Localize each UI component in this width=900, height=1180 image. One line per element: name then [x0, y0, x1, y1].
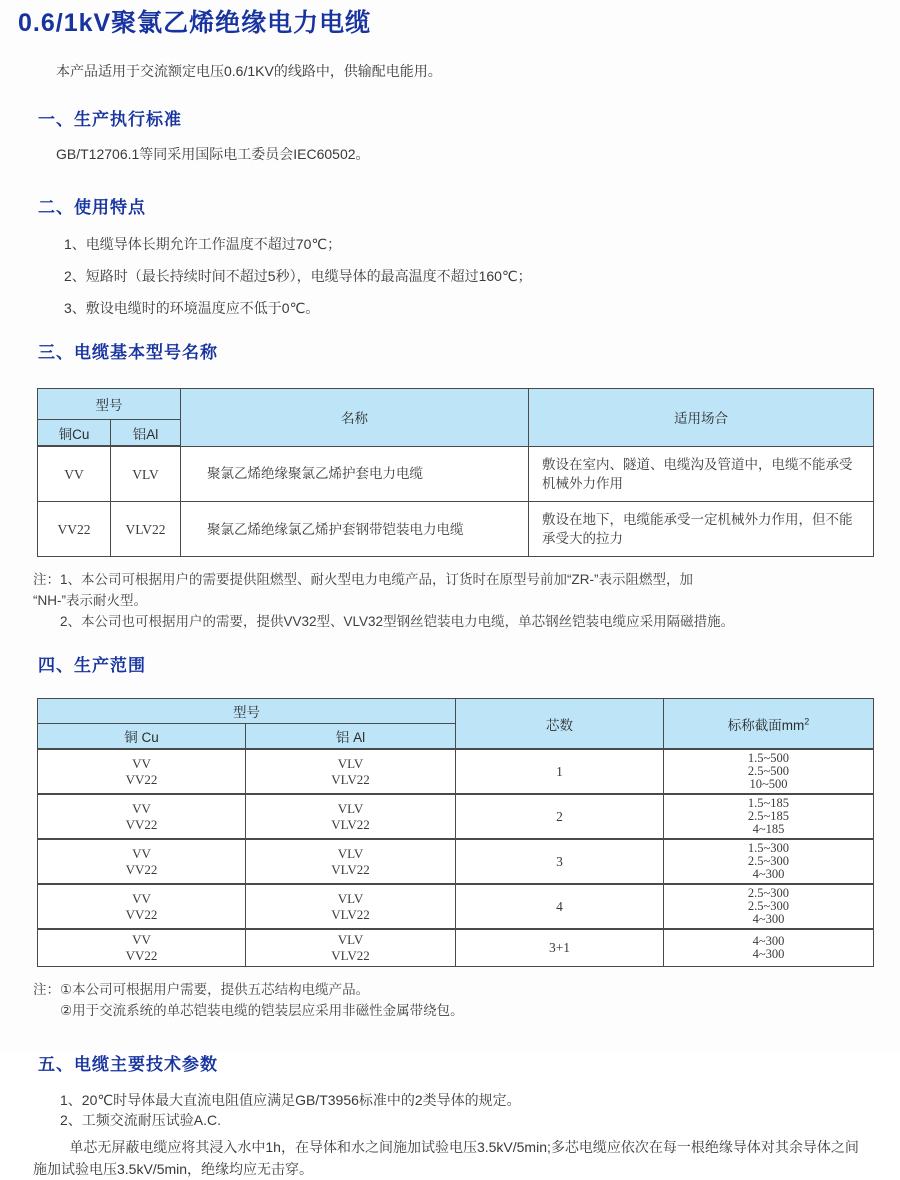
feature-item: 3、敷设电缆时的环境温度应不低于0℃。: [64, 300, 320, 316]
header-nominal-section: [664, 699, 874, 750]
cell-al-types: VLV VLV22: [246, 749, 456, 794]
cell-cu-model: VV: [38, 446, 111, 502]
technical-param-list: [60, 1090, 900, 1130]
table-row: [38, 884, 874, 929]
intro-text: 本产品适用于交流额定电压0.6/1KV的线路中，供输配电能用。: [56, 63, 442, 79]
model-name-table-header: [38, 389, 874, 447]
production-range-table: [37, 698, 874, 967]
cell-sections: 1.5~300 2.5~300 4~300: [664, 839, 874, 884]
table-row: [38, 446, 874, 502]
table-row: [38, 929, 874, 967]
cell-cores: 2: [456, 794, 664, 839]
technical-param-item: 2、工频交流耐压试验A.C.: [60, 1112, 222, 1128]
cell-sections: 4~300 4~300: [664, 929, 874, 967]
page-title: 0.6/1kV聚氯乙烯绝缘电力电缆: [18, 9, 372, 37]
cell-application: 敷设在地下，电缆能承受一定机械外力作用，但不能承受大的拉力: [529, 502, 874, 557]
cell-name: 聚氯乙烯绝缘氯乙烯护套钢带铠装电力电缆: [181, 502, 529, 557]
paragraph-text: 单芯无屏蔽电缆应将其浸入水中1h，在导体和水之间施加试验电压3.5kV/5min;多芯电缆应依次在每一根绝缘导体对其余导体之间施加试验电压3.5kV/5min，绝缘均应无击穿。: [33, 1139, 859, 1177]
section-heading-standards: 一、生产执行标准: [38, 110, 182, 129]
cell-al-types: VLV VLV22: [246, 839, 456, 884]
section-heading-features: 二、使用特点: [38, 198, 146, 217]
header-aluminum: 铝 Al: [246, 724, 456, 750]
cell-cu-types: VV VV22: [38, 839, 246, 884]
cell-cores: 1: [456, 749, 664, 794]
cell-sections: 1.5~185 2.5~185 4~185: [664, 794, 874, 839]
cell-al-types: VLV VLV22: [246, 884, 456, 929]
header-copper: 铜Cu: [38, 420, 111, 447]
cell-application: 敷设在室内、隧道、电缆沟及管道中，电缆不能承受机械外力作用: [529, 446, 874, 502]
cell-name: 聚氯乙烯绝缘聚氯乙烯护套电力电缆: [181, 446, 529, 502]
production-table-notes: [33, 979, 900, 1021]
header-name: 名称: [181, 389, 529, 447]
table-row: [38, 839, 874, 884]
note-line: 2、本公司也可根据用户的需要，提供VV32型、VLV32型钢丝铠装电力电缆，单芯钢丝铠装电缆应采用隔磁措施。: [60, 614, 735, 629]
header-application: 适用场合: [529, 389, 874, 447]
cell-al-model: VLV22: [111, 502, 181, 557]
cell-cores: 3: [456, 839, 664, 884]
header-copper: 铜 Cu: [38, 724, 246, 750]
cell-cores: 4: [456, 884, 664, 929]
header-aluminum: 铝Al: [111, 420, 181, 447]
cell-cu-types: VV VV22: [38, 749, 246, 794]
feature-item: 1、电缆导体长期允许工作温度不超过70℃；: [64, 236, 342, 252]
feature-item: 2、短路时（最长持续时间不超过5秒），电缆导体的最高温度不超过160℃；: [64, 268, 532, 284]
cell-al-types: VLV VLV22: [246, 929, 456, 967]
feature-list: [64, 235, 900, 318]
header-model: 型号: [38, 389, 181, 420]
cell-cu-types: VV VV22: [38, 794, 246, 839]
cell-sections: 2.5~300 2.5~300 4~300: [664, 884, 874, 929]
header-cores: 芯数: [456, 699, 664, 750]
cell-cu-model: VV22: [38, 502, 111, 557]
note-line: “NH-”表示耐火型。: [33, 593, 147, 608]
section-heading-production-range: 四、生产范围: [38, 656, 146, 675]
cell-al-types: VLV VLV22: [246, 794, 456, 839]
section-heading-technical-params: 五、电缆主要技术参数: [38, 1055, 218, 1074]
technical-param-paragraph: [33, 1136, 872, 1180]
cell-al-model: VLV: [111, 446, 181, 502]
table-row: [38, 794, 874, 839]
note-line: 注：1、本公司可根据用户的需要提供阻燃型、耐火型电力电缆产品，订货时在原型号前加“ZR-”表示阻燃型，加: [33, 572, 693, 587]
table-row: [38, 749, 874, 794]
standards-body: GB/T12706.1等同采用国际电工委员会IEC60502。: [56, 146, 370, 162]
nominal-section-sup: 2: [804, 716, 810, 726]
section-heading-model-names: 三、电缆基本型号名称: [38, 343, 218, 362]
table-row: [38, 502, 874, 557]
cell-cu-types: VV VV22: [38, 884, 246, 929]
production-range-table-header: [38, 699, 874, 750]
note-line: 注：①本公司可根据用户需要，提供五芯结构电缆产品。: [33, 982, 370, 997]
technical-param-item: 1、20℃时导体最大直流电阻值应满足GB/T3956标准中的2类导体的规定。: [60, 1092, 521, 1108]
cell-cu-types: VV VV22: [38, 929, 246, 967]
model-table-notes: [33, 569, 900, 632]
header-model: 型号: [38, 699, 456, 724]
cell-cores: 3+1: [456, 929, 664, 967]
model-name-table: [37, 388, 874, 557]
cell-sections: 1.5~500 2.5~500 10~500: [664, 749, 874, 794]
nominal-section-label: 标称截面mm: [727, 717, 805, 733]
note-line: ②用于交流系统的单芯铠装电缆的铠装层应采用非磁性金属带绕包。: [60, 1003, 464, 1018]
